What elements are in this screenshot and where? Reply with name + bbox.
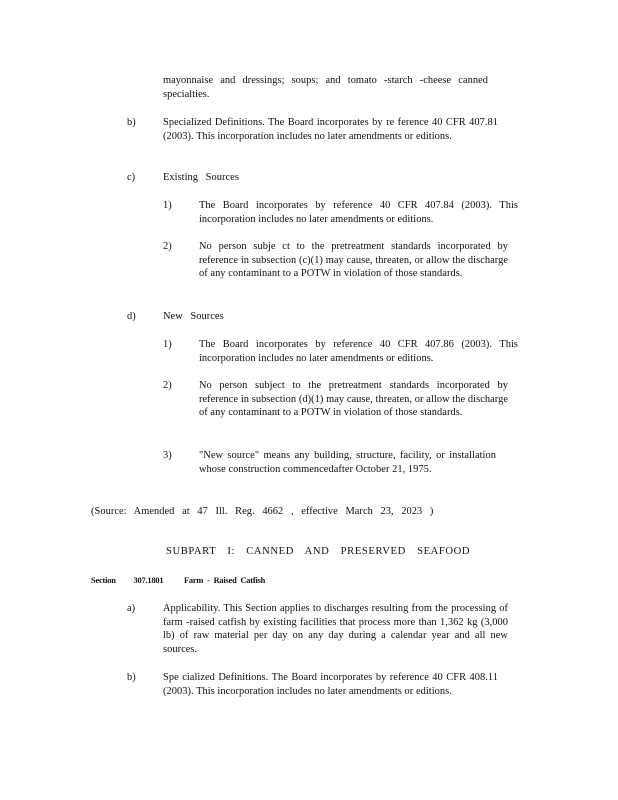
subpart-heading: SUBPART I: CANNED AND PRESERVED SEAFOOD [166, 546, 471, 557]
subsection-c-title: Existing Sources [163, 172, 239, 183]
d-item-1-text: The Board incorporates by reference 40 CFR 407.86 (2003). This incorporation includes no later amendments or editions. [199, 339, 518, 364]
section-b-label: b) [127, 672, 136, 683]
d-item-1-label: 1) [163, 339, 172, 350]
subsection-d-label: d) [127, 311, 136, 322]
d-item-2-label: 2) [163, 380, 172, 391]
c-item-1-label: 1) [163, 200, 172, 211]
section-title: Farm - Raised Catfish [184, 576, 266, 585]
section-a-label: a) [127, 603, 136, 614]
section-number: Section 307.1801 [91, 576, 164, 585]
d-item-3-label: 3) [163, 450, 172, 461]
source-note: (Source: Amended at 47 Ill. Reg. 4662 , effective March 23, 2023 ) [91, 506, 434, 517]
subsection-d-title: New Sources [163, 311, 224, 322]
d-item-3-text: "New source" means any building, structure, facility, or installation whose construction commencedafter October 21, 1975. [199, 450, 496, 475]
c-item-2-text: No person subje ct to the pretreatment standards incorporated by reference in subsection (c)(1) may cause, threaten, or allow the discharge of any contaminant to a POTW in violation of those standards. [199, 241, 508, 280]
c-item-2-label: 2) [163, 241, 172, 252]
c-item-1-text: The Board incorporates by reference 40 CFR 407.84 (2003). This incorporation includes no later amendments or editions. [199, 200, 518, 225]
subsection-c-label: c) [127, 172, 136, 183]
section-a-text: Applicability. This Section applies to discharges resulting from the processing of farm -raised catfish by existing facilities that process more than 1,362 kg (3,000 lb) of raw material per day on any day during a calendar year and all new sources. [163, 603, 508, 655]
subsection-b-text: Specialized Definitions. The Board incorporates by re ference 40 CFR 407.81 (2003). This incorporation includes no later amendments or editions. [163, 117, 498, 142]
subsection-b-label: b) [127, 117, 136, 128]
section-b-text: Spe cialized Definitions. The Board incorporates by reference 40 CFR 408.11 (2003). This incorporation includes no later amendments or editions. [163, 672, 498, 697]
d-item-2-text: No person subject to the pretreatment standards incorporated by reference in subsection (d)(1) may cause, threaten, or allow the discharge of any contaminant to a POTW in violation of those standards. [199, 380, 508, 419]
continued-paragraph: mayonnaise and dressings; soups; and tomato -starch -cheese canned specialties. [163, 75, 488, 100]
